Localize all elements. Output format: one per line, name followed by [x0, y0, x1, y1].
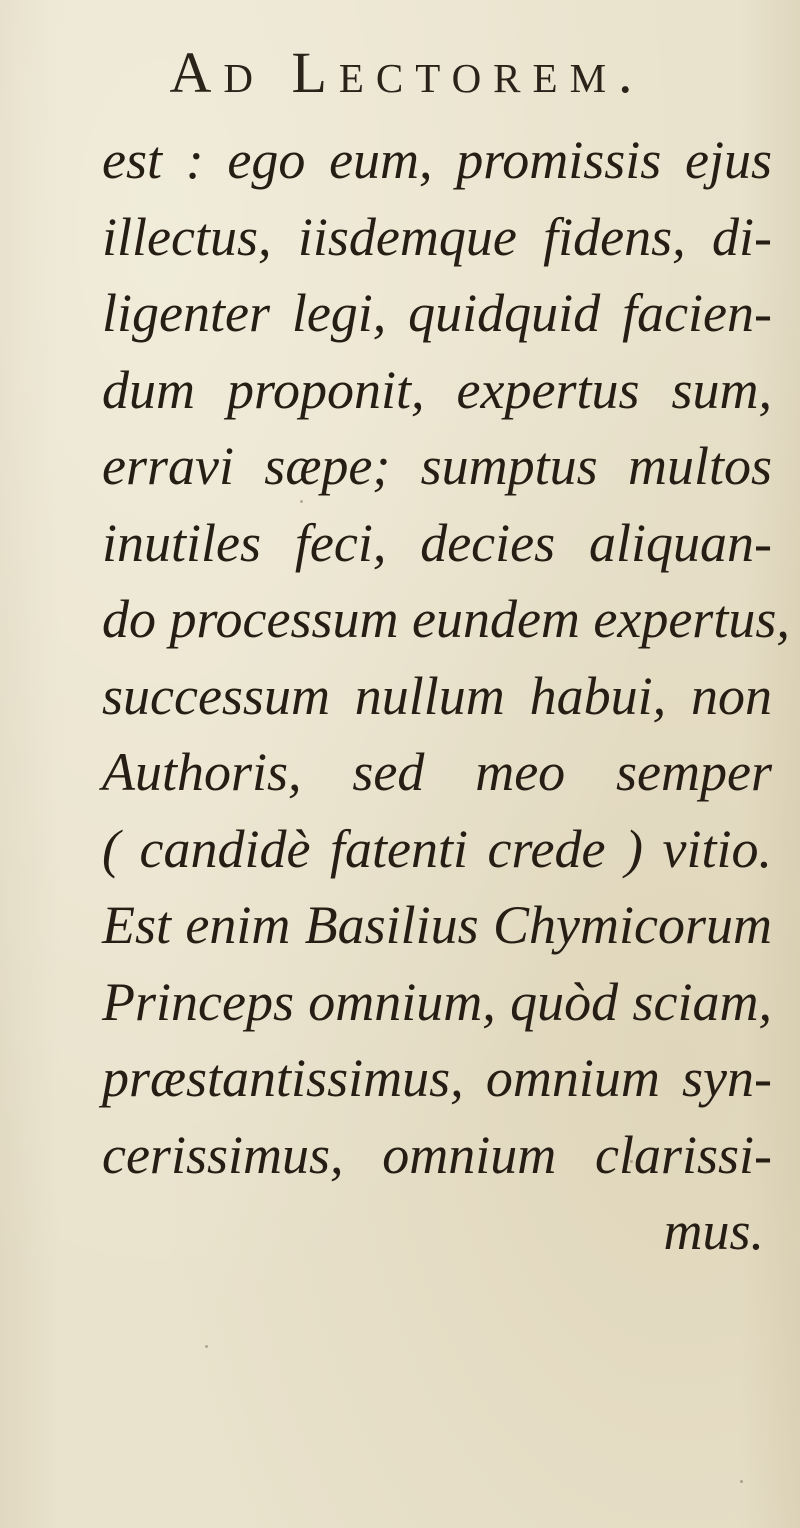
text-line: dum proponit, expertus sum, — [102, 359, 772, 420]
body-text — [102, 122, 790, 1270]
text-line: illectus, iisdemque fidens, di- — [102, 206, 772, 267]
paper-speck — [740, 1480, 743, 1483]
text-line: cerissimus, omnium clarissi- — [102, 1124, 772, 1185]
catchword: mus. — [663, 1201, 764, 1261]
paper-speck — [205, 1345, 208, 1348]
text-line: Princeps omnium, quòd sciam, — [102, 971, 772, 1032]
text-line: inutiles feci, decies aliquan- — [102, 512, 772, 573]
text-line: Est enim Basilius Chymicorum — [102, 895, 772, 955]
text-line: do processum eundem expertus, — [102, 589, 790, 649]
paper-speck — [630, 1160, 633, 1163]
text-line: successum nullum habui, non — [102, 665, 772, 726]
text-line: ( candidè fatenti crede ) vitio. — [102, 818, 772, 879]
paper-speck — [300, 500, 303, 503]
text-line: est : ego eum, promissis ejus — [102, 130, 772, 190]
running-header: Ad Lectorem. — [169, 40, 645, 105]
text-line: Authoris, sed meo semper — [102, 742, 772, 802]
text-line: ligenter legi, quidquid facien- — [102, 283, 772, 343]
text-line: erravi sæpe; sumptus multos — [102, 436, 772, 496]
text-line: præstantissimus, omnium syn- — [102, 1048, 772, 1108]
